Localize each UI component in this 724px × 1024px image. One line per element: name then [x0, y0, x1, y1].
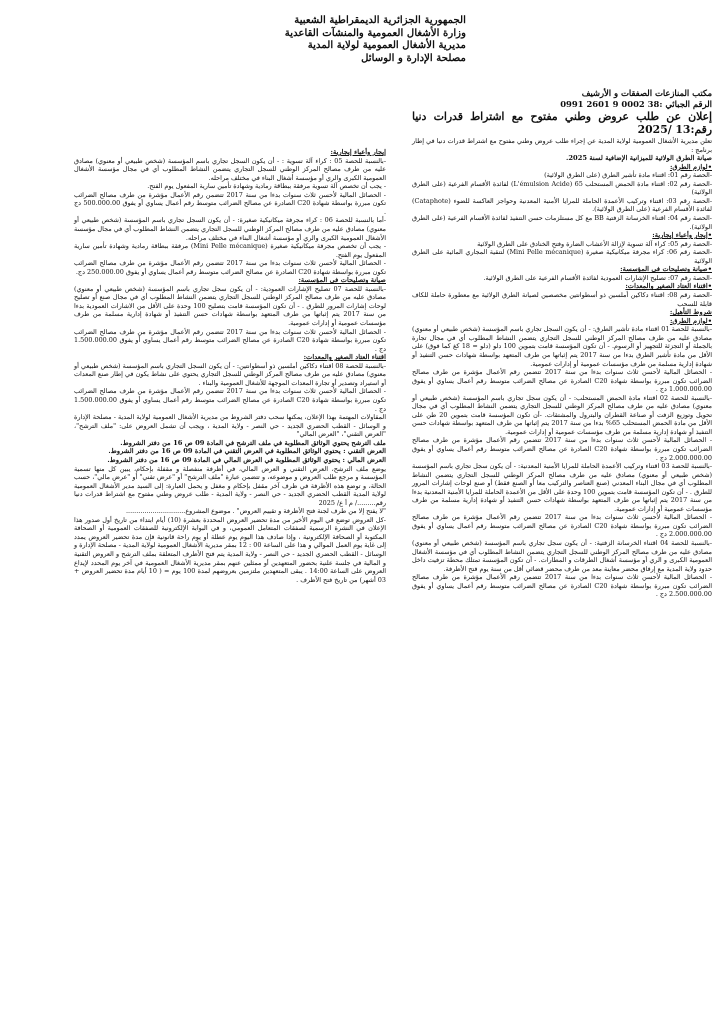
left-paragraph: العرض التقني : يحتوي الوثائق المطلوبة في العرض التقني في المادة 09 ص 16 من دفتر الشروط.: [108, 447, 386, 456]
left-paragraph: - الحصائل المالية لأحسن ثلاث سنوات بدءا من سنة 2017 تتضمن رقم الأعمال مؤشرة من طرف مصالح الضرائب تكون مبررة بواسطة شهادة C20 الصادرة عن مصالح الضرائب متوسط رقم أعمال يساوي أو يفوق 500.000.00 دج .: [74, 190, 386, 216]
left-paragraph: -أما بالنسبة للحصة 06 : كراء مجرفة ميكانيكية صغيرة: - أن يكون السجل تجاري باسم المؤسسة (شخص طبيعي أو معنوي) مصادق عليه من طرف مصالح المركز الوطني للسجل التجاري يتضمن النشاط المطلوب أي في مجال مؤسسة الأشغال العمومية الكبرى والري أو مؤسسة أشغال البناء في مختلف مراحله.: [74, 216, 386, 242]
lot-paragraph: -الحصة رقم 07: تصليح الإشارات العمودية لفائدة الأقسام الفرعية على الطرق الولائية.: [483, 273, 712, 282]
condition-paragraph: - الحصائل المالية لأحسن ثلاث سنوات بدءا من سنة 2017 تتضمن رقم الأعمال مؤشرة من طرف مصالح الضرائب تكون مبررة بواسطة شهادة C20 الصادرة عن مصالح الضرائب متوسط رقم أعمال يساوي أو يفوق 2.000.000.00 دج .: [412, 513, 713, 539]
right-column: [412, 88, 712, 599]
announcement-intro: تعلن مديرية الأشغال العمومية لولاية المدية عن إجراء طلب عروض وطني مفتوح مع اشتراط قدرات دنيا في إطار برنامج :: [412, 137, 712, 154]
left-column: [74, 148, 386, 584]
left-paragraph: "لا يفتح إلا من طرف لجنة فتح الأظرفة و تقييم العروض" . موضوع المشروع.............................: [126, 507, 386, 516]
header-line-service: مصلحة الإدارة و الوسائل: [361, 51, 466, 64]
lots-list: [412, 163, 712, 308]
lot-heading: •إيجار وأعباء إيجارية:: [652, 231, 712, 240]
left-paragraph: المقاولات المهتمة بهذا الإعلان، يمكنها سحب دفتر الشروط من مديرية الأشغال العمومية لولاية المدية - مصلحة الإدارة و الوسائل - القطب الحضري الجديد - حي النصر - ولاية المدية ، ويجب أن تشمل العروض على: "ملف الترشح"، "العرض التقني"، "العرض المالي": [74, 413, 386, 439]
left-paragraph: العرض المالي : يحتوي الوثائق المطلوبة في العرض المالي في المادة 09 ص 16 من دفتر الشروط.: [107, 455, 386, 464]
condition-paragraph: - الحصائل المالية لأحسن ثلاث سنوات بدءا من سنة 2017 تتضمن رقم الأعمال مؤشرة من طرف مصالح الضرائب تكون مبررة بواسطة شهادة C20 الصادرة عن مصالح الضرائب متوسط رقم أعمال يساوي أو يفوق 2.000.000.00 دج .: [412, 436, 713, 462]
conditions-title: شروط التأهيل:: [669, 308, 712, 317]
lot-paragraph: -الحصة رقم 06: كراء مجرفة ميكانيكية صغيرة (Mini Pelle mécanique) لتنقية المجاري المائية على الطرق الولائية: [412, 248, 712, 265]
lot-paragraph: -الحصة رقم 02: اقتناء مادة الحمض المستحلب 65 (L'émulsion Acide) لفائدة الأقسام الفرعية (على الطرق الولائية): [412, 179, 713, 197]
left-paragraph: -بالنسبة للحصة 05 : كراء آلة تسوية : - أن يكون السجل تجاري باسم المؤسسة (شخص طبيعي أو معنوي) مصادق عليه من طرف مصالح المركز الوطني للسجل التجاري يتضمن النشاط المطلوب أي في مجال مؤسسة الأشغال العمومية الكبرى والري أو مؤسسة أشغال البناء في مختلف مراحله.: [74, 156, 386, 182]
lot-paragraph: -الحصة رقم 03: اقتناء وتركيب الأعمدة الحاملة للمرايا الأمنية المعدنية وحواجز العاكسة للضوء (Cataphote) لفائدة الأقسام الفرعية (على الطرق الولائية).: [412, 196, 713, 214]
condition-paragraph: -بالنسبة للحصة 01 اقتناء مادة تأشير الطرق: - أن يكون السجل تجاري باسم المؤسسة (شخص طبيعي أو معنوي) مصادق عليه من طرف مصالح المركز الوطني للسجل التجاري يتضمن النشاط المطلوب أي في مجال تجارة بالجملة أو التجزئة للتجهيز أو الرسوم. - أن تكون المؤسسة قامت بتموين 100 دلو (دلو = 18 كغ كما فوق) على الأقل من مادة تأشير الطرق بدءا من سنة 2017 يتم إثباتها من طرف المتعهد بواسطة شهادات حسن التنفيذ أو شهادة إدارية مسلمة من طرف مؤسسات عمومية أو إدارات عمومية.: [412, 325, 713, 368]
tax-id: الرقم الجبائي :38 0002 9 2601 0991: [560, 98, 712, 109]
announcement-title: إعلان عن طلب عروض وطني مفتوح مع اشتراط قدرات دنيا رقم:13 /2025: [412, 110, 712, 136]
left-heading: صيانة وتصليحات في المؤسسة:: [298, 276, 386, 285]
header-line-republic: الجمهورية الجزائرية الديمقراطية الشعبية: [294, 14, 466, 26]
lot-heading: •اقتناء العتاد الصغير والمعدات:: [625, 282, 712, 291]
left-paragraph: - يجب أن تخصص آلة تسوية مرفقة ببطاقة رمادية وشهادة تأمين سارية المفعول يوم الفتح.: [147, 182, 386, 191]
left-paragraph: ملف الترشح يحتوي الوثائق المطلوبة في ملف الترشح في المادة 09 ص 16 من دفتر الشروط.: [120, 438, 386, 447]
left-paragraph: -بالنسبة للحصة 07 تصليح الإشارات العمودية: - أن يكون سجل تجاري باسم المؤسسة (شخص طبيعي أو معنوي) مصادق عليه من طرف مصالح المركز الوطني للسجل التجاري يتضمن النشاط المطلوب أي في مجال صنع أو تصليح لوحات إشارات المرور للطرق . - أن تكون المؤسسة قامت بتصليح 100 وحدة على الأقل من الاشارات العمودية بدءا من سنة 2017 يتم إثباتها من طرف المتعهد بواسطة شهادات حسن التنفيذ أو شهادة إدارية مسلمة من طرف مؤسسات عمومية أو إدارات عمومية.: [74, 284, 387, 328]
condition-paragraph: - الحصائل المالية لأحسن ثلاث سنوات بدءا من سنة 2017 تتضمن رقم الأعمال مؤشرة من طرف مصالح الضرائب تكون مبررة بواسطة شهادة C20 الصادرة عن مصالح الضرائب متوسط رقم أعمال يساوي أو يفوق 2.500.000.00 دج .: [412, 573, 713, 599]
lot-heading: •صيانة وتصليحات في المؤسسة:: [620, 265, 712, 274]
lot-paragraph: -الحصة رقم 05: كراء آلة تسوية لإزالة الأعشاب الضارة وفتح الخنادق على الطرق الولائية: [477, 239, 712, 248]
document-header: [246, 14, 466, 64]
left-paragraph: يوضع ملف الترشح، العرض التقني و العرض المالي، في أظرفة منفصلة و مقفلة بإحكام، يبين كل منها تسمية المؤسسة و مرجع طلب العروض و موضوعه، و تتضمن عبارة "ملف الترشح" أو "عرض تقني" أو "عرض مالي"، حسب الحالة، و توضع هذه الأظرفة في ظرف آخر مقفل بإحكام و مغفل و يحمل العبارة: إلى السيد مدير الأشغال العمومية لولاية المدية القطب الحضري الجديد - حي النصر - ولاية المدية - طلب عروض وطني مفتوح مع اشتراط قدرات دنيا رقم........./ م أ ع/ 2025: [74, 464, 386, 507]
lot-paragraph: -الحصة رقم 04: اقتناء الخرسانة الزفتية BB مع كل مستلزمات حسن التنفيذ لفائدة الأقسام الفرعية (على الطرق الولائية).: [412, 214, 712, 231]
condition-paragraph: -بالنسبة للحصة 02 اقتناء مادة الحمض المستحلب: - أن يكون سجل تجاري باسم المؤسسة (شخص طبيعي أو معنوي) مصادق عليه من طرف مصالح المركز الوطني للسجل التجاري يتضمن النشاط المطلوب أي في مجال تحويل وتوزيع الزفت أو صناعة القطران والبترول والمشتقات. -أن تكون المؤسسة قامت بتموين 20 طن على الأقل من مادة الحمض المستحلب 65% بدءا من سنة 2017 يتم إثباتها من طرف المتعهد بواسطة شهادات حسن التنفيذ أو شهادة إدارية مسلمة من طرف مؤسسات عمومية أو إدارات عمومية.: [412, 393, 712, 436]
left-paragraph: -كل العروض توضع في اليوم الأخير من مدة تحضير العروض المحددة بعشرة (10) أيام ابتداء من تاريخ أول صدور هذا الإعلان في النشرة الرسمية لصفقات المتعامل العمومي، و في البوابة الإلكترونية للصفقات العمومية أو الصحافة المكتوبة أو الصحافة الإلكترونية ، وإذا صادف هذا اليوم يوم عطلة أو يوم راحة قانونية فإن مدة تحضير العروض يمدد إلى غاية يوم العمل الموالي و هذا على الساعة 00 : 12 بمقر مديرية الأشغال العمومية لولاية المدية - مصلحة الإدارة و الوسائل - القطب الحضري الجديد - حي النصر - ولاية المدية يتم فتح الأظرف المتعلقة بملف الترشح و العروض التقنية و المالية في جلسة علنية بحضور المتعهدين أو ممثلين عنهم بمقر مديرية الأشغال العمومية في آخر يوم المحدد لإيداع العروض على الساعة 14:00 . يبقى المتعهدين ملتزمين بعروضهم لمدة 100 يوم = ( 10 أيام مدة تحضير العروض + 03 أشهر) من تاريخ فتح الأظرف .: [74, 515, 386, 584]
left-paragraph: -بالنسبة للحصة 08 اقتناء دكاكين أملسين ذو أسطوانتين: - أن يكون السجل التجاري باسم المؤسسة (شخص طبيعي أو معنوي) مصادق عليه من طرف مصالح المركز الوطني للسجل التجاري يحتوي على نشاط يكون في إطار صنع المعدات أو استيراد وتصدير أو تجارة المعدات الموجهة للأشغال العمومية والبناء .: [74, 361, 387, 387]
left-paragraph: - الحصائل المالية لأحسن ثلاث سنوات بدءا من سنة 2017 تتضمن رقم الأعمال مؤشرة من طرف مصالح الضرائب تكون مبررة بواسطة شهادة C20 الصادرة عن مصالح الضرائب متوسط رقم أعمال يساوي أو يفوق 1.500.000.00 دج .: [74, 327, 386, 353]
office-line: مكتب المنازعات الصفقات و الأرشيف: [581, 88, 712, 98]
lot-paragraph: -الحصة رقم 08: اقتناء دكاكين أملسين ذو أسطوانتين مخصصين لصيانة الطرق الولائية مع معطورة حاملة للكاف قابلة للسحب: [412, 291, 712, 308]
condition-paragraph: - الحصائل المالية لأحسن ثلاث سنوات بدءا من سنة 2017 تتضمن رقم الأعمال مؤشرة من طرف مصالح الضرائب تكون مبررة بواسطة شهادة C20 الصادرة عن مصالح الضرائب متوسط رقم أعمال يساوي أو يفوق 1.000.000.00 دج .: [412, 368, 713, 394]
lot-paragraph: -الحصة رقم 01: اقتناء مادة تأشير الطرق (على الطرق الولائية): [544, 171, 712, 180]
condition-paragraph: -بالنسبة للحصة 04 اقتناء الخرسانة الزفتية: - أن يكون سجل تجاري باسم المؤسسة (شخص طبيعي أو معنوي) مصادق عليه من طرف مصالح المركز الوطني للسجل التجاري يتضمن النشاط المطلوب أي في مؤسسة الأشغال العمومية الكبرى و الري أو مؤسسة أشغال الطرقات و المطارات. - أن تكون المؤسسة تمتلك محطة تزفيت داخل حدود ولاية المدية مع إرفاق محضر معاينة معد من طرف محضر قضائي أقل من سنة يوم فتح الأظرفة.: [412, 539, 713, 573]
lot-heading: •لوازم الطرق:: [669, 162, 712, 171]
condition-heading: •لوازم الطرق:: [669, 316, 712, 325]
header-line-directorate: مديرية الأشغال العمومية لولاية المدية: [307, 39, 466, 51]
header-line-ministry: وزارة الأشغال العمومية والمنشآت القاعدية: [284, 26, 466, 39]
left-heading: اقتناء العتاد الصغير والمعدات:: [303, 353, 386, 362]
conditions-list: [412, 317, 712, 599]
left-heading: إيجار وأعباء إيجارية:: [330, 148, 386, 156]
left-blocks: [74, 148, 386, 584]
left-paragraph: - الحصائل المالية لأحسن ثلاث سنوات بدءا من سنة 2017 تتضمن رقم الأعمال مؤشرة من طرف مصالح الضرائب تكون مبررة بواسطة شهادة C20 الصادرة عن مصالح الضرائب متوسط رقم أعمال يساوي أو يفوق 250.000.00 دج.: [74, 259, 386, 276]
program-title: صيانة الطرق الولائية للميزانية الإضافية لسنة 2025.: [566, 154, 712, 163]
left-paragraph: - الحصائل المالية لأحسن ثلاث سنوات بدءا من سنة 2017 تتضمن رقم الأعمال مؤشرة من طرف مصالح الضرائب تكون مبررة بواسطة شهادة C20 الصادرة عن مصالح الضرائب متوسط رقم أعمال يساوي أو يفوق 1.500.000.00 دج .: [74, 387, 386, 413]
condition-paragraph: -بالنسبة للحصة 03 اقتناء وتركيب الأعمدة الحاملة للمرايا الأمنية المعدنية: - أن يكون سجل تجاري باسم المؤسسة (شخص طبيعي أو معنوي) مصادق عليه من طرف مصالح المركز الوطني للسجل التجاري يتضمن النشاط المطلوب أي في مجال البناء المعدني (صنع العناصر والتركيب معا أو الصنع فقط) أو صنع لوحات إشارات المرور للطرق . - أن تكون المؤسسة قامت بتموين 100 وحدة على الأقل من الأعمدة الحاملة للمرايا الأمنية المعدنية بدءا من سنة 2017 يتم إثباتها من طرف المتعهد بواسطة شهادات حسن التنفيذ أو شهادة إدارية مسلمة من طرف مؤسسات عمومية أو إدارات عمومية.: [412, 462, 712, 513]
left-paragraph: - يجب أن تخصص مجرفة ميكانيكية صغيرة (Mini Pelle mécanique) مرفقة ببطاقة رمادية وشهادة تأمين سارية المفعول يوم الفتح.: [74, 242, 386, 259]
